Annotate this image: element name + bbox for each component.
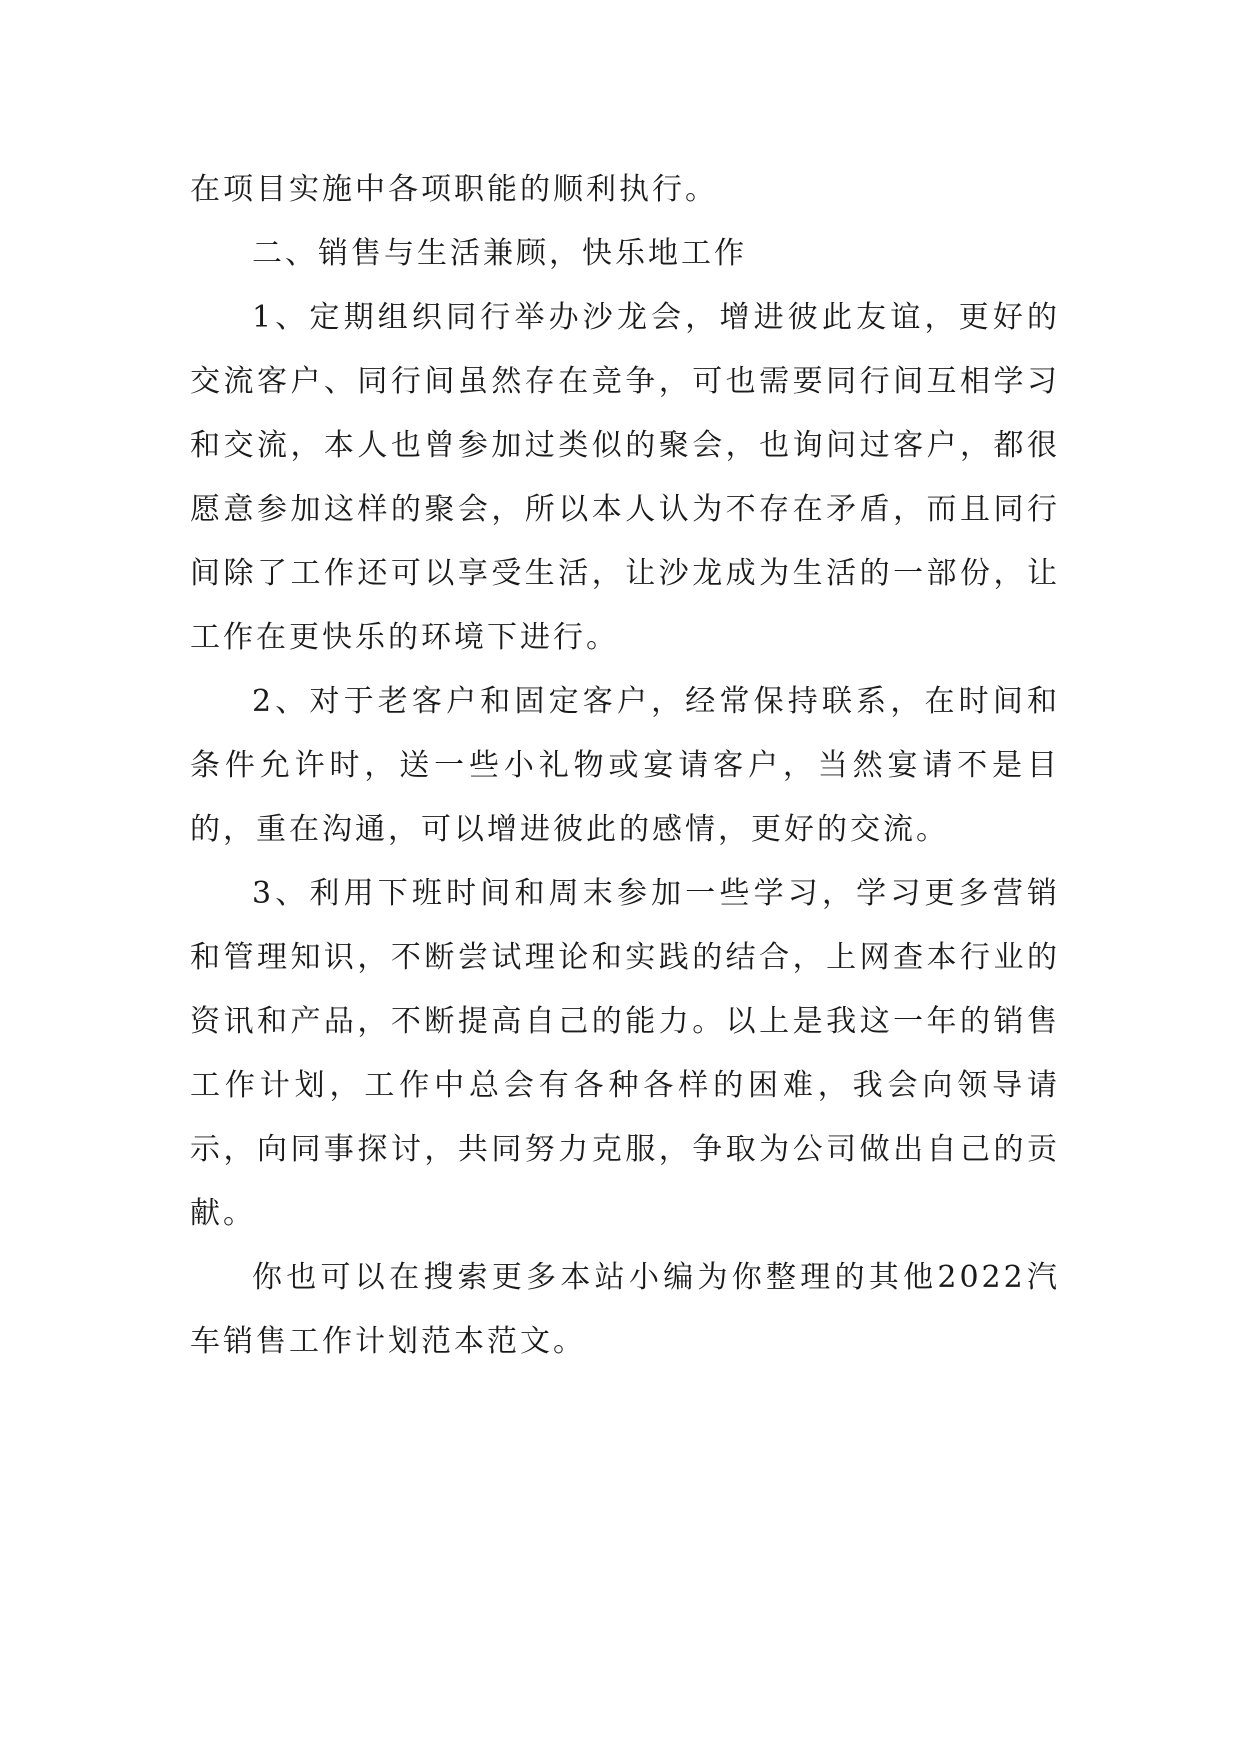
section-heading: 二、销售与生活兼顾，快乐地工作: [252, 236, 747, 271]
document-body: [190, 158, 1060, 1374]
paragraph-continuation: 在项目实施中各项职能的顺利执行。: [190, 172, 718, 207]
paragraph-item-1: 1、定期组织同行举办沙龙会，增进彼此友谊，更好的交流客户、同行间虽然存在竞争，可也需要同行间互相学习和交流，本人也曾参加过类似的聚会，也询问过客户，都很愿意参加这样的聚会，所以本人认为不存在矛盾，而且同行间除了工作还可以享受生活，让沙龙成为生活的一部份，让工作在更快乐的环境下进行。: [190, 300, 1060, 655]
paragraph-closing: 你也可以在搜索更多本站小编为你整理的其他2022汽车销售工作计划范本范文。: [190, 1260, 1060, 1359]
paragraph-item-3: 3、利用下班时间和周末参加一些学习，学习更多营销和管理知识，不断尝试理论和实践的结合，上网查本行业的资讯和产品，不断提高自己的能力。以上是我这一年的销售工作计划，工作中总会有各种各样的困难，我会向领导请示，向同事探讨，共同努力克服，争取为公司做出自己的贡献。: [190, 876, 1060, 1231]
paragraph-item-2: 2、对于老客户和固定客户，经常保持联系，在时间和条件允许时，送一些小礼物或宴请客户，当然宴请不是目的，重在沟通，可以增进彼此的感情，更好的交流。: [190, 684, 1060, 847]
